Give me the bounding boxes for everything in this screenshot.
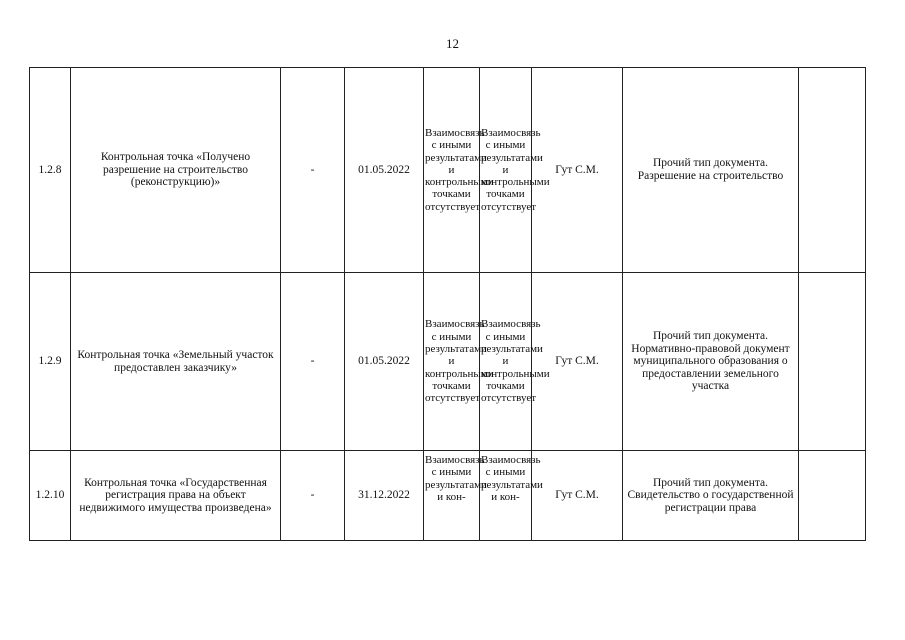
successor-link: Взаимосвязь с иными результатами и контрольными точками отсутствует <box>480 273 532 451</box>
start-date: - <box>281 451 345 541</box>
control-point-title: Контрольная точка «Государственная регистрация права на объект недвижимого имущества произведена» <box>71 451 281 541</box>
extra-cell <box>799 273 866 451</box>
row-number: 1.2.8 <box>30 68 71 273</box>
page-number: 12 <box>446 36 459 51</box>
table-row <box>30 451 866 541</box>
responsible-person: Гут С.М. <box>532 451 623 541</box>
table-row <box>30 273 866 451</box>
responsible-person: Гут С.М. <box>532 68 623 273</box>
end-date: 31.12.2022 <box>345 451 424 541</box>
predecessor-link: Взаимосвязь с иными результатами и контрольными точками отсутствует <box>424 68 480 273</box>
result-document: Прочий тип документа. Нормативно-правовой документ муниципального образования о предоставлении земельного участка <box>623 273 799 451</box>
result-document: Прочий тип документа. Свидетельство о государственной регистрации права <box>623 451 799 541</box>
successor-link: Взаимосвязь с иными результатами и контрольными точками отсутствует <box>480 68 532 273</box>
start-date: - <box>281 273 345 451</box>
row-number: 1.2.9 <box>30 273 71 451</box>
control-point-title: Контрольная точка «Земельный участок предоставлен заказчику» <box>71 273 281 451</box>
end-date: 01.05.2022 <box>345 273 424 451</box>
predecessor-link: Взаимосвязь с иными результатами и контрольными точками отсутствует <box>424 273 480 451</box>
successor-link: Взаимосвязь с иными результатами и кон- <box>480 451 532 541</box>
control-points-table <box>29 67 866 541</box>
end-date: 01.05.2022 <box>345 68 424 273</box>
start-date: - <box>281 68 345 273</box>
control-point-title: Контрольная точка «Получено разрешение на строительство (реконструкцию)» <box>71 68 281 273</box>
row-number: 1.2.10 <box>30 451 71 541</box>
extra-cell <box>799 451 866 541</box>
result-document: Прочий тип документа. Разрешение на строительство <box>623 68 799 273</box>
predecessor-link: Взаимосвязь с иными результатами и кон- <box>424 451 480 541</box>
extra-cell <box>799 68 866 273</box>
responsible-person: Гут С.М. <box>532 273 623 451</box>
table-row <box>30 68 866 273</box>
